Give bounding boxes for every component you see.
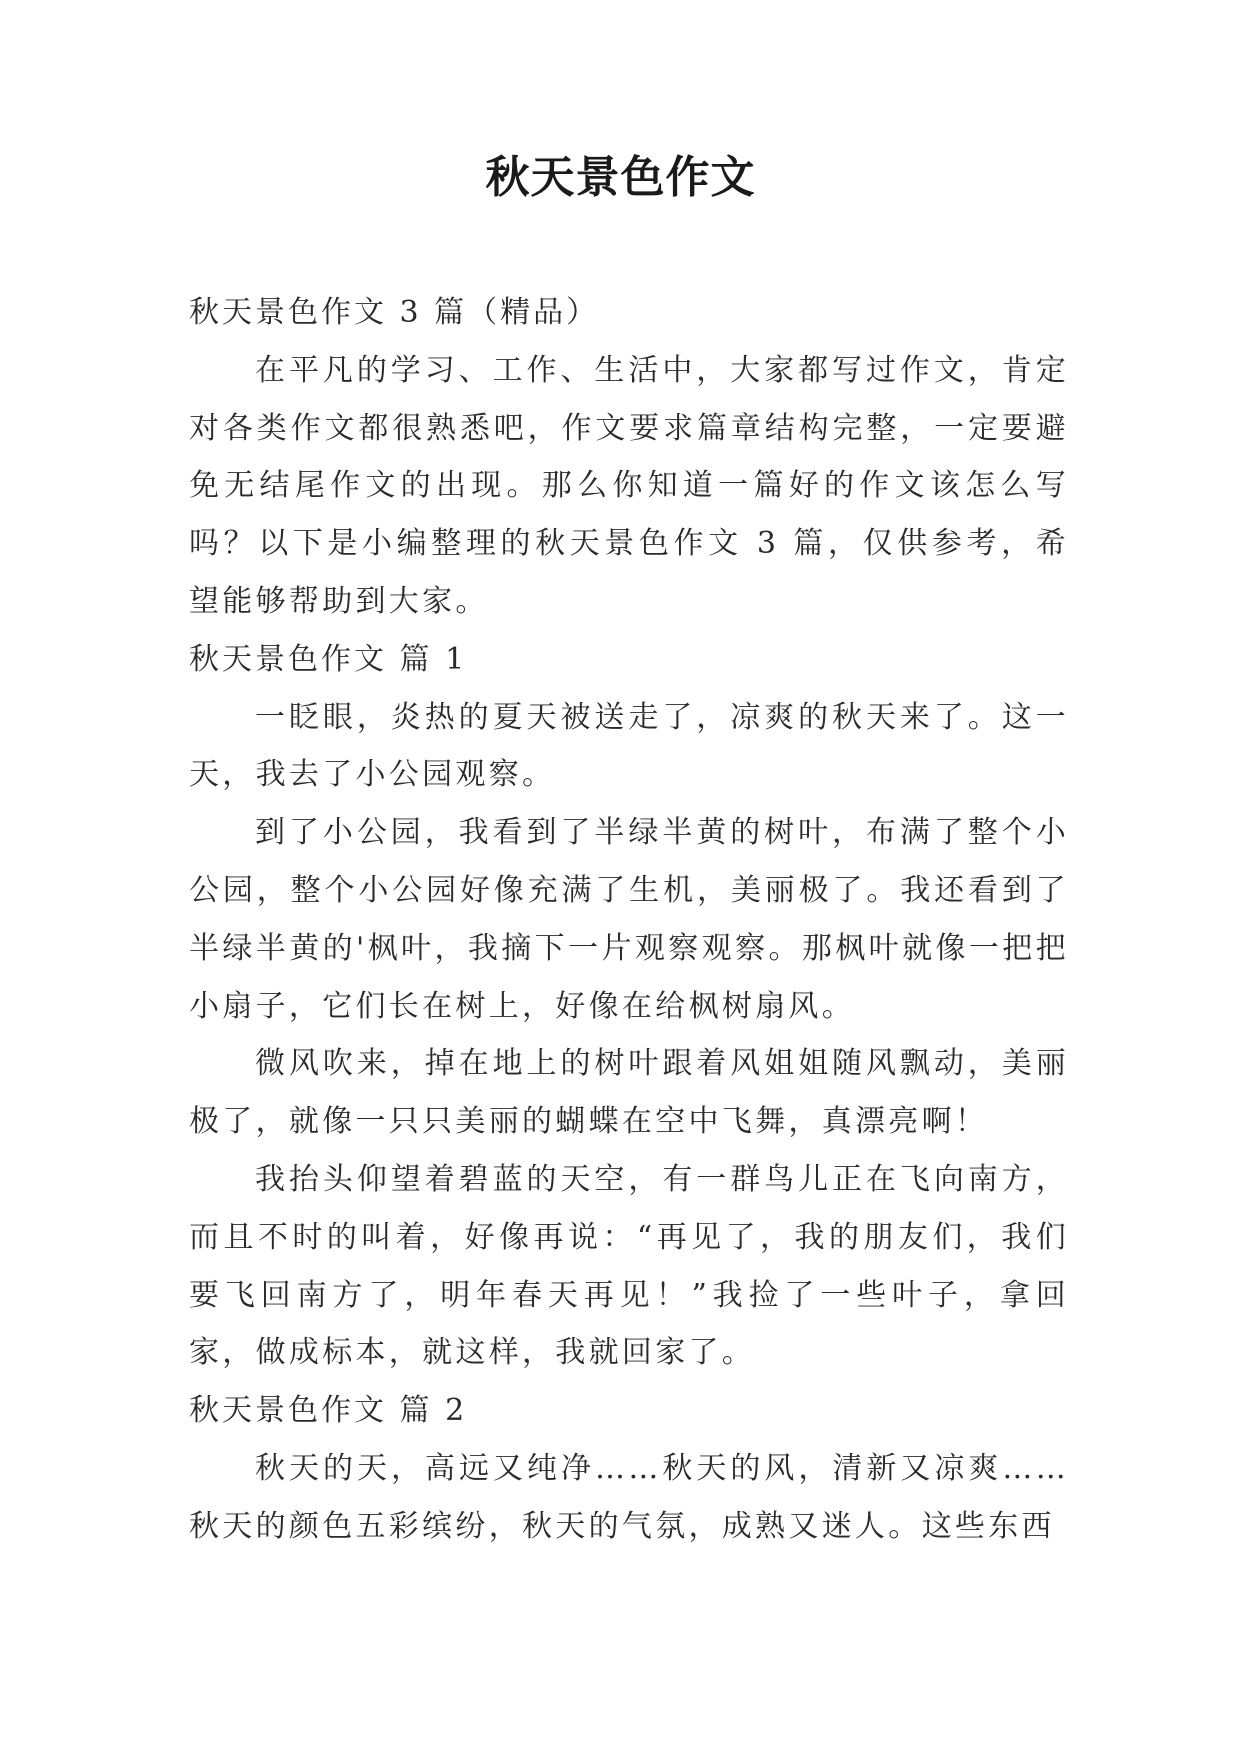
essay-1-paragraph-2: 到了小公园，我看到了半绿半黄的树叶，布满了整个小公园，整个小公园好像充满了生机，美丽极了。我还看到了半绿半黄的'枫叶，我摘下一片观察观察。那枫叶就像一把把小扇子，它们长在树上，好像在给枫树扇风。	[189, 815, 1069, 1024]
essay-collection-heading: 秋天景色作文 3 篇（精品）	[189, 295, 600, 330]
essay-2-heading: 秋天景色作文 篇 2	[189, 1393, 468, 1429]
document-title: 秋天景色作文	[485, 152, 756, 203]
essay-1-paragraph-1: 一眨眼，炎热的夏天被送走了，凉爽的秋天来了。这一天，我去了小公园观察。	[189, 699, 1069, 793]
intro-paragraph: 在平凡的学习、工作、生活中，大家都写过作文，肯定对各类作文都很熟悉吧，作文要求篇章结构完整，一定要避免无结尾作文的出现。那么你知道一篇好的作文该怎么写吗？以下是小编整理的秋天景色作文 3 篇，仅供参考，希望能够帮助到大家。	[189, 352, 1069, 619]
essay-2-paragraph-1: 秋天的天，高远又纯净……秋天的风，清新又凉爽……秋天的颜色五彩缤纷，秋天的气氛，成熟又迷人。这些东西	[189, 1450, 1069, 1544]
essay-1-heading: 秋天景色作文 篇 1	[189, 641, 468, 677]
essay-1-paragraph-3: 微风吹来，掉在地上的树叶跟着风姐姐随风飘动，美丽极了，就像一只只美丽的蝴蝶在空中飞舞，真漂亮啊！	[189, 1046, 1069, 1140]
document-body	[189, 284, 1069, 1556]
essay-1-paragraph-4: 我抬头仰望着碧蓝的天空，有一群鸟儿正在飞向南方，而且不时的叫着，好像再说：“再见了，我的朋友们，我们要飞回南方了，明年春天再见！”我捡了一些叶子，拿回家，做成标本，就这样，我就回家了。	[189, 1161, 1069, 1371]
